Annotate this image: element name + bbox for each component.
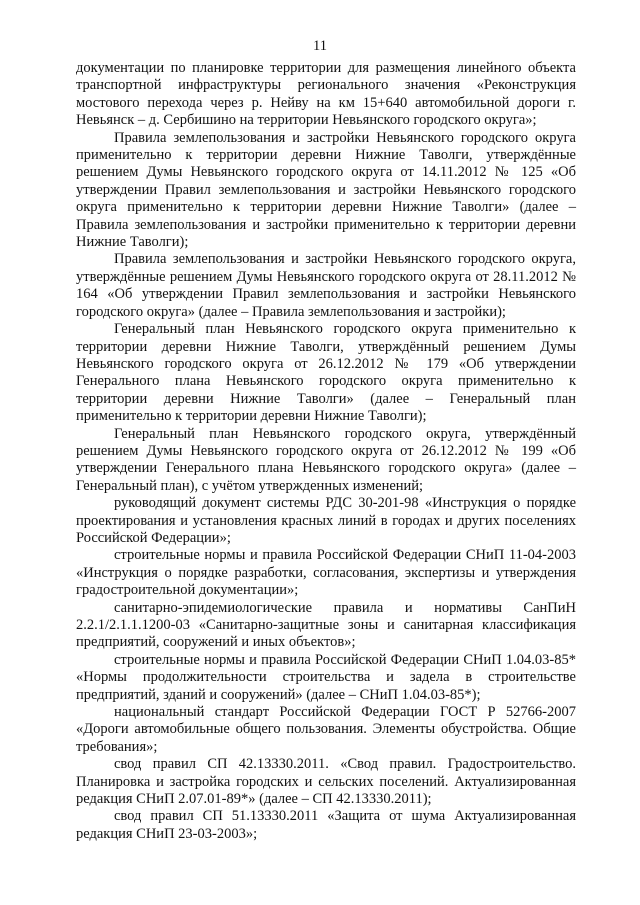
paragraph: Правила землепользования и застройки Невьянского городского округа, утверждённые решением Думы Невьянского городского округа от 28.11.2012 № 164 «Об утверждении Правил землепользования и застройки Невьянского городского округа» (далее – Правила землепользования и застройки); <box>76 251 576 320</box>
paragraph: свод правил СП 42.13330.2011. «Свод правил. Градостроительство. Планировка и застройка городских и сельских поселений. Актуализированная редакция СНиП 2.07.01-89*» (далее – СП 42.13330.2011); <box>76 756 576 808</box>
paragraph: Правила землепользования и застройки Невьянского городского округа применительно к территории деревни Нижние Таволги, утверждённые решением Думы Невьянского городского округа от 14.11.2012 № 125 «Об утверждении Правил землепользования и застройки Невьянского городского округа применительно к территории деревни Нижние Таволги» (далее – Правила землепользования и застройки применительно к территории деревни Нижние Таволги); <box>76 129 576 251</box>
paragraph: санитарно-эпидемиологические правила и нормативы СанПиН 2.2.1/2.1.1.1200-03 «Санитарно-защитные зоны и санитарная классификация предприятий, сооружений и иных объектов»; <box>76 599 576 651</box>
paragraph: документации по планировке территории для размещения линейного объекта транспортной инфраструктуры регионального значения «Реконструкция мостового перехода через р. Нейву на км 15+640 автомобильной дороги г. Невьянск – д. Сербишино на территории Невьянского городского округа»; <box>76 60 576 129</box>
paragraph: строительные нормы и правила Российской Федерации СНиП 11-04-2003 «Инструкция о порядке разработки, согласования, экспертизы и утверждения градостроительной документации»; <box>76 547 576 599</box>
paragraph: свод правил СП 51.13330.2011 «Защита от шума Актуализированная редакция СНиП 23-03-2003»; <box>76 808 576 842</box>
paragraph: Генеральный план Невьянского городского округа, утверждённый решением Думы Невьянского городского округа от 26.12.2012 № 199 «Об утверждении Генерального плана Невьянского городского округа» (далее – Генеральный план), с учётом утвержденных изменений; <box>76 425 576 494</box>
document-body <box>76 60 576 843</box>
paragraph: Генеральный план Невьянского городского округа применительно к территории деревни Нижние Таволги, утверждённый решением Думы Невьянского городского округа от 26.12.2012 № 179 «Об утверждении Генерального плана Невьянского городского округа применительно к территории деревни Нижние Таволги» (далее – Генеральный план применительно к территории деревни Нижние Таволги); <box>76 321 576 425</box>
paragraph: строительные нормы и правила Российской Федерации СНиП 1.04.03-85* «Нормы продолжительности строительства и задела в строительстве предприятий, зданий и сооружений» (далее – СНиП 1.04.03-85*); <box>76 651 576 703</box>
paragraph: руководящий документ системы РДС 30-201-98 «Инструкция о порядке проектирования и установления красных линий в городах и других поселениях Российской Федерации»; <box>76 495 576 546</box>
paragraph: национальный стандарт Российской Федерации ГОСТ Р 52766-2007 «Дороги автомобильные общего пользования. Элементы обустройства. Общие требования»; <box>76 704 576 755</box>
page-number: 11 <box>313 38 327 54</box>
